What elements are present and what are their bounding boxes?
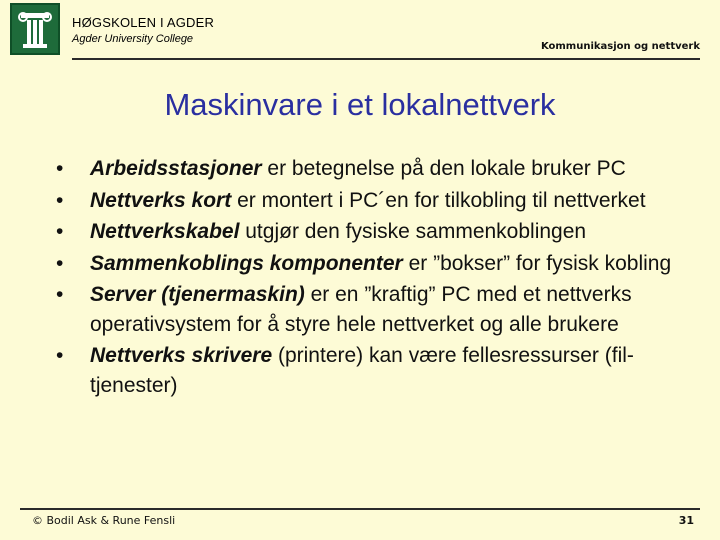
bullet-term: Nettverks skrivere	[90, 344, 273, 367]
bullet-term: Server (tjenermaskin)	[90, 283, 305, 306]
bullet-term: Arbeidsstasjoner	[90, 157, 262, 180]
bullet-term: Nettverkskabel	[90, 220, 240, 243]
bullet-item	[52, 217, 712, 247]
bullet-text: (printere) kan være fellesressurser (fil-tjenester)	[90, 344, 634, 397]
bullet-dot: •	[56, 157, 64, 180]
column-logo-icon	[10, 3, 60, 55]
bullet-list	[52, 154, 712, 402]
footer-divider	[20, 508, 700, 510]
bullet-item	[52, 341, 712, 400]
bullet-text: utgjør den fysiske sammenkoblingen	[239, 220, 587, 243]
slide-title: Maskinvare i et lokalnettverk	[164, 87, 556, 122]
bullet-text: er betegnelse på den lokale bruker PC	[261, 157, 626, 180]
bullet-text: er montert i PC´en for tilkobling til nettverket	[231, 188, 646, 212]
bullet-text: er en ”kraftig” PC med et nettverks operativsystem for å styre hele nettverket og alle brukere	[90, 283, 632, 336]
bullet-term: Sammenkoblings komponenter	[90, 251, 403, 275]
bullet-item	[52, 249, 712, 279]
header-divider	[72, 58, 700, 60]
footer-author: © Bodil Ask & Rune Fensli	[32, 514, 176, 527]
bullet-item	[52, 280, 712, 339]
bullet-dot: •	[56, 283, 64, 306]
bullet-dot: •	[56, 344, 64, 367]
bullet-text: er ”bokser” for fysisk kobling	[402, 251, 672, 275]
bullet-item	[52, 186, 712, 216]
page-number: 31	[678, 514, 694, 527]
bullet-term: Nettverks kort	[90, 188, 232, 212]
course-title: Kommunikasjon og nettverk	[540, 41, 700, 52]
bullet-dot: •	[56, 251, 64, 275]
bullet-item	[52, 154, 712, 184]
institution-name: HØGSKOLEN I AGDER	[72, 15, 215, 30]
institution-english-name: Agder University College	[72, 33, 194, 45]
bullet-dot: •	[56, 188, 64, 212]
bullet-dot: •	[56, 220, 64, 243]
